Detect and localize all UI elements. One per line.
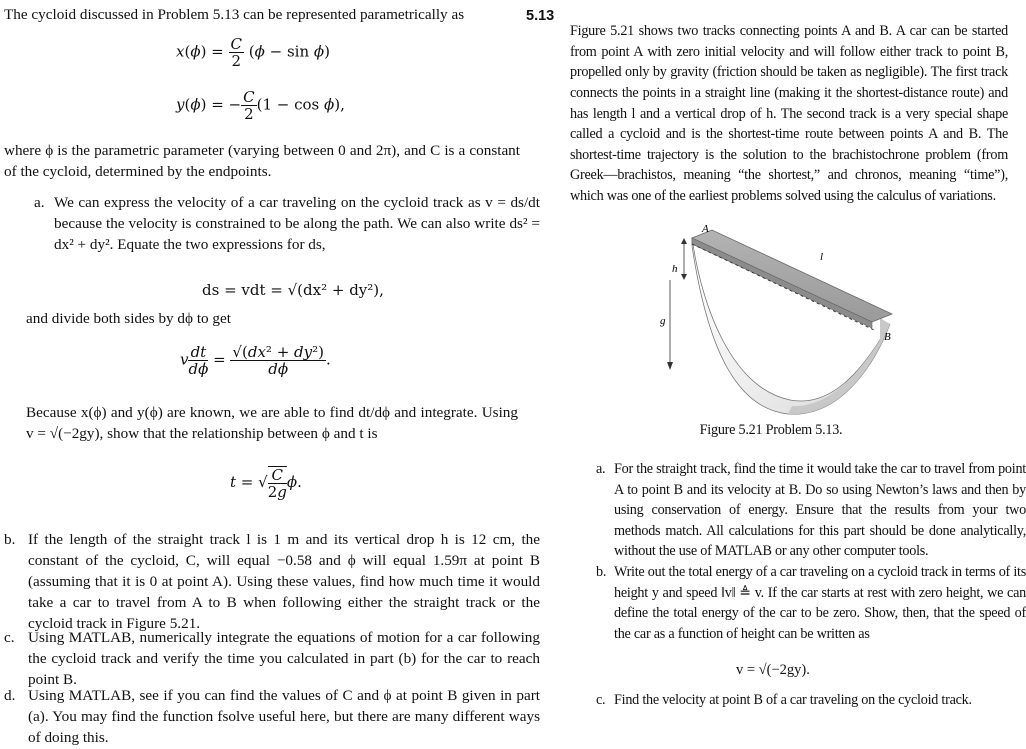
intro-text: The cycloid discussed in Problem 5.13 can be represented parametrically as (4, 6, 465, 23)
label-B: B (884, 331, 891, 343)
part-d (4, 685, 540, 748)
equation-ds (202, 281, 384, 299)
where-text: where ϕ is the parametric parameter (varying between 0 and 2π), and C is a constant of the cycloid, determined by the endpoints. (4, 142, 520, 180)
right-equation-v-text: v = √(−2gy). (736, 662, 810, 678)
part-c-text: Using MATLAB, numerically integrate the equations of motion for a car following the cycloid track and verify the time you calculated in part (b) for the car to reach point B. (28, 629, 540, 688)
equation-y: y(ϕ) = − $\frac{C}{2}$ (1 − cos ϕ), (176, 88, 345, 123)
right-part-c-text: Find the velocity at point B of a car traveling on the cycloid track. (614, 692, 972, 708)
right-equation-v (736, 662, 810, 679)
right-part-b-label: b. (596, 564, 607, 580)
equation-v-dt: v $\frac{dt}{d\phi}$ = $\frac{\text{√(dx² + dy²)}}{d\phi}$ . (180, 343, 331, 378)
equation-ds-text: ds = vdt = √(dx² + dy²), (202, 281, 384, 299)
cycloid-surface (692, 238, 890, 414)
right-part-b (596, 562, 1026, 644)
figure-5-21 (662, 218, 992, 418)
because-text: Because x(ϕ) and y(ϕ) are known, we are able to find dt/dϕ and integrate. Using v = √(−2gy), show that the relationship between ϕ and t is (26, 404, 518, 442)
part-c-label: c. (4, 629, 15, 646)
equation-x: x(ϕ) = $\frac{C}{2}$ (ϕ − sin ϕ) (176, 35, 330, 70)
label-g: g (660, 315, 666, 327)
figure-caption-text: Figure 5.21 Problem 5.13. (699, 422, 843, 438)
equation-t: t = √ $\frac{C}{2g}$ ϕ. (230, 466, 302, 501)
divide-text: and divide both sides by dϕ to get (26, 310, 231, 327)
right-part-c (596, 690, 1026, 711)
cycloid-shadow (788, 318, 890, 414)
label-h: h (672, 263, 678, 275)
part-b (4, 529, 540, 634)
label-l: l (820, 251, 824, 263)
part-a (34, 192, 540, 255)
part-c (4, 627, 540, 690)
right-part-a-label: a. (596, 461, 606, 477)
straight-track-plate (692, 230, 892, 322)
part-d-text: Using MATLAB, see if you can find the values of C and ϕ at point B given in part (a). You may find the function fsolve useful here, but there are many different ways of doing this. (28, 687, 540, 746)
right-part-a-text: For the straight track, find the time it would take the car to travel from point A to point B and its velocity at B. Do so using Newton’s laws and then by using conservation of energy. Ensure that the results from your two methods match. All calculations for this part should be done analytically, without the use of MATLAB or any other computer tools. (614, 461, 1026, 560)
right-part-a (596, 459, 1026, 562)
right-part-b-text: Write out the total energy of a car traveling on a cycloid track in terms of its height y and speed ‖v‖ ≜ v. If the car starts at rest with zero height, we can define the total energy of the car to be zero. Show, then, that the speed of the car as a function of height can be written as (614, 564, 1026, 642)
label-A: A (702, 223, 709, 235)
part-b-text: If the length of the straight track l is 1 m and its vertical drop h is 12 cm, the constant of the cycloid, C, will equal −0.58 and ϕ will equal 1.59π at point B (assuming that it is 0 at point A). Using these values, find how much time it would take a car to travel from A to B when following either the straight track or the cycloid track in Figure 5.21. (28, 531, 540, 632)
problem-number: 5.13 (526, 8, 555, 24)
part-b-label: b. (4, 531, 16, 548)
straight-track-edge (692, 238, 872, 328)
part-a-label: a. (34, 194, 45, 211)
figure-caption (526, 420, 1016, 441)
problem-body: Figure 5.21 shows two tracks connecting points A and B. A car can be started from point A with zero initial velocity and will follow either track to point B, propelled only by gravity (friction should be taken as negligible). The first track connects the points in a straight line (making it the shortest-distance route) and has length l and a vertical drop of h. The second track is a very special shape called a cycloid and is the shortest-time route between points A and B. The shortest-time trajectory is the solution to the brachistochrone problem (from Greek—brachistos, meaning “the shortest,” and chronos, meaning “time”), which was one of the earliest problems solved using the calculus of variations. (570, 23, 1008, 204)
part-a-text: We can express the velocity of a car traveling on the cycloid track as v = ds/dt because the velocity is constrained to be along the path. We can also write ds² = dx² + dy². Equate the two expressions for ds, (54, 194, 540, 253)
g-arrow-head (667, 362, 673, 370)
part-d-label: d. (4, 687, 16, 704)
h-arrow-bottom (681, 274, 687, 280)
h-arrow-top (681, 238, 687, 244)
straight-dashed-line (692, 244, 874, 330)
right-part-c-label: c. (596, 692, 606, 708)
